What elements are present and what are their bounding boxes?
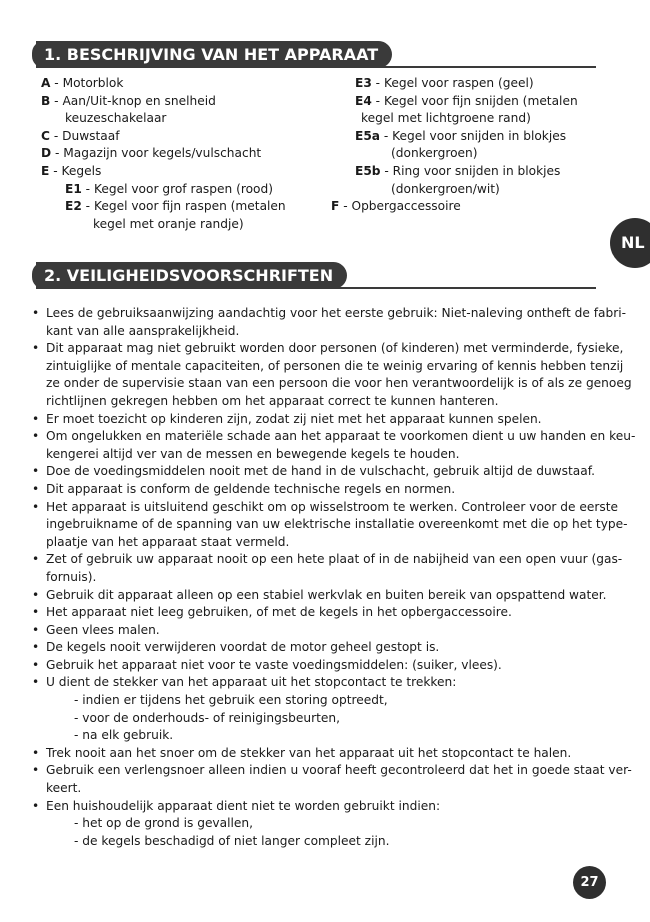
safety-bullet-line: ze onder de supervisie staan van een persoon die voor hen verantwoordelijk is of als ze genoeg <box>46 376 632 391</box>
safety-bullet <box>32 622 606 640</box>
section-1-underline <box>36 66 596 68</box>
parts-list-text: - Kegels <box>49 163 102 178</box>
page-number: 27 <box>573 866 606 899</box>
parts-list-key: D <box>41 146 52 161</box>
parts-list-text: - Aan/Uit-knop en snelheid <box>50 93 216 108</box>
safety-bullet-line: • Gebruik een verlengsnoer alleen indien u vooraf heeft gecontroleerd dat het in goede staat ver- <box>46 763 632 778</box>
parts-list-item <box>331 163 578 181</box>
parts-list-key: F <box>331 199 340 214</box>
safety-bullet-line: - na elk gebruik. <box>74 728 174 743</box>
section-2-title: 2. VEILIGHEIDSVOORSCHRIFTEN <box>36 262 347 289</box>
parts-list-text: - Motorblok <box>50 76 124 90</box>
safety-bullet <box>32 639 606 657</box>
section-1-title: 1. BESCHRIJVING VAN HET APPARAAT <box>36 41 392 68</box>
parts-list-key: E <box>41 163 50 178</box>
parts-list-text: kegel met oranje randje) <box>93 216 244 231</box>
safety-bullet-line: fornuis). <box>46 569 97 584</box>
parts-list-text: (donkergroen) <box>391 146 478 161</box>
parts-list-item <box>331 75 578 93</box>
parts-list-item <box>41 145 286 163</box>
safety-bullet-line: ingebruikname of de spanning van uw elektrische installatie overeenkomt met die op het type- <box>46 517 628 532</box>
parts-list-item <box>41 198 286 216</box>
parts-list-key: E4 <box>355 93 372 108</box>
safety-bullet <box>32 798 606 851</box>
parts-list-text: - Kegel voor snijden in blokjes <box>380 128 567 143</box>
parts-list-text: - Kegel voor grof raspen (rood) <box>81 181 274 196</box>
parts-list-text: - Opbergaccessoire <box>339 199 461 214</box>
parts-list-item <box>41 93 286 111</box>
safety-bullet <box>32 305 627 340</box>
parts-list-key: B <box>41 93 51 108</box>
parts-list-text: - Kegel voor raspen (geel) <box>371 76 534 90</box>
safety-bullet-line: • Een huishoudelijk apparaat dient niet te worden gebruikt indien: <box>46 798 441 813</box>
safety-bullet-line: plaatje van het apparaat staat vermeld. <box>46 534 290 549</box>
parts-list-item <box>331 128 578 146</box>
parts-list-key: A <box>41 76 51 90</box>
section-2-underline <box>36 287 596 289</box>
parts-list-item <box>41 110 286 128</box>
safety-bullet-line: • Dit apparaat is conform de geldende technische regels en normen. <box>46 481 456 496</box>
parts-list-key: C <box>41 128 50 143</box>
parts-list-text: - Duwstaaf <box>49 128 120 143</box>
parts-list-key: E1 <box>65 181 82 196</box>
safety-bullet <box>32 340 632 410</box>
safety-bullet-line: zintuiglijke of mentale capaciteiten, of personen die te weinig ervaring of kennis hebben tenzij <box>46 358 624 373</box>
parts-list-item <box>331 110 578 128</box>
parts-list-text: (donkergroen/wit) <box>391 181 500 196</box>
safety-bullet-line: • Gebruik het apparaat niet voor te vaste voedingsmiddelen: (suiker, vlees). <box>46 657 502 672</box>
safety-bullet-line: • Gebruik dit apparaat alleen op een stabiel werkvlak en buiten bereik van opspattend water. <box>46 587 607 602</box>
safety-bullet <box>32 411 606 429</box>
safety-bullet-line: • Zet of gebruik uw apparaat nooit op een hete plaat of in de nabijheid van een open vuur (gas- <box>46 552 623 567</box>
safety-bullet-line: - indien er tijdens het gebruik een storing optreedt, <box>74 693 388 708</box>
safety-bullet-line: • Het apparaat niet leeg gebruiken, of met de kegels in het opbergaccessoire. <box>46 605 512 620</box>
safety-bullet-list <box>32 305 636 850</box>
safety-bullet-line: • Dit apparaat mag niet gebruikt worden door personen (of kinderen) met verminderde, fysieke, <box>46 341 624 356</box>
safety-bullet-line: kant van alle aansprakelijkheid. <box>46 323 240 338</box>
safety-bullet-line: • U dient de stekker van het apparaat uit het stopcontact te trekken: <box>46 675 457 690</box>
parts-list-left <box>41 75 286 233</box>
parts-list-item <box>331 198 578 216</box>
parts-list-key: E5a <box>355 128 381 143</box>
parts-list-text: - Ring voor snijden in blokjes <box>380 163 561 178</box>
parts-list-text: - Magazijn voor kegels/vulschacht <box>51 146 262 161</box>
safety-bullet <box>32 463 606 481</box>
safety-bullet-line: kengerei altijd ver van de messen en bewegende kegels te houden. <box>46 446 460 461</box>
parts-list-item <box>41 75 286 93</box>
parts-list-item <box>331 93 578 111</box>
safety-bullet-line: - het op de grond is gevallen, <box>74 816 253 831</box>
safety-bullet-line: • De kegels nooit verwijderen voordat de motor geheel gestopt is. <box>46 640 440 655</box>
parts-list-text: keuzeschakelaar <box>65 111 167 126</box>
safety-bullet <box>32 499 628 552</box>
safety-bullet <box>32 762 632 797</box>
safety-bullet-line: • Trek nooit aan het snoer om de stekker van het apparaat uit het stopcontact te halen. <box>46 745 572 760</box>
parts-list-item <box>331 181 578 199</box>
safety-bullet <box>32 745 606 763</box>
parts-list-key: E2 <box>65 199 82 214</box>
parts-list-item <box>41 163 286 181</box>
safety-bullet-line: - de kegels beschadigd of niet langer compleet zijn. <box>74 833 390 848</box>
safety-bullet <box>32 551 623 586</box>
parts-list-item <box>331 145 578 163</box>
parts-list-text: kegel met lichtgroene rand) <box>361 111 531 126</box>
safety-bullet <box>32 481 606 499</box>
parts-list-item <box>41 128 286 146</box>
language-tab-nl: NL <box>610 218 650 268</box>
safety-bullet <box>32 657 606 675</box>
safety-bullet-line: - voor de onderhouds- of reinigingsbeurten, <box>74 710 341 725</box>
parts-list-text: - Kegel voor fijn snijden (metalen <box>371 93 578 108</box>
safety-bullet <box>32 428 636 463</box>
parts-list-text: - Kegel voor fijn raspen (metalen <box>81 199 286 214</box>
safety-bullet-line: keert. <box>46 781 82 796</box>
safety-bullet-line: • Er moet toezicht op kinderen zijn, zodat zij niet met het apparaat kunnen spelen. <box>46 411 542 426</box>
safety-bullet-line: • Doe de voedingsmiddelen nooit met de hand in de vulschacht, gebruik altijd de duwstaaf. <box>46 464 595 479</box>
safety-bullet-line: richtlijnen gekregen hebben om het apparaat correct te kunnen hanteren. <box>46 393 499 408</box>
parts-list-key: E5b <box>355 163 381 178</box>
safety-bullet-line: • Het apparaat is uitsluitend geschikt om op wisselstroom te werken. Controleer voor de eerste <box>46 499 619 514</box>
parts-list-item <box>41 181 286 199</box>
parts-list-item <box>41 216 286 234</box>
safety-bullet-line: • Lees de gebruiksaanwijzing aandachtig voor het eerste gebruik: Niet-naleving ontheft de fabri- <box>46 306 627 320</box>
safety-bullet <box>32 604 606 622</box>
safety-bullet-line: • Geen vlees malen. <box>46 622 160 637</box>
safety-bullet-line: • Om ongelukken en materiële schade aan het apparaat te voorkomen dient u uw handen en keu- <box>46 429 636 444</box>
parts-list-right <box>331 75 578 216</box>
parts-list-key: E3 <box>355 76 372 90</box>
safety-bullet <box>32 587 606 605</box>
safety-bullet <box>32 674 606 744</box>
